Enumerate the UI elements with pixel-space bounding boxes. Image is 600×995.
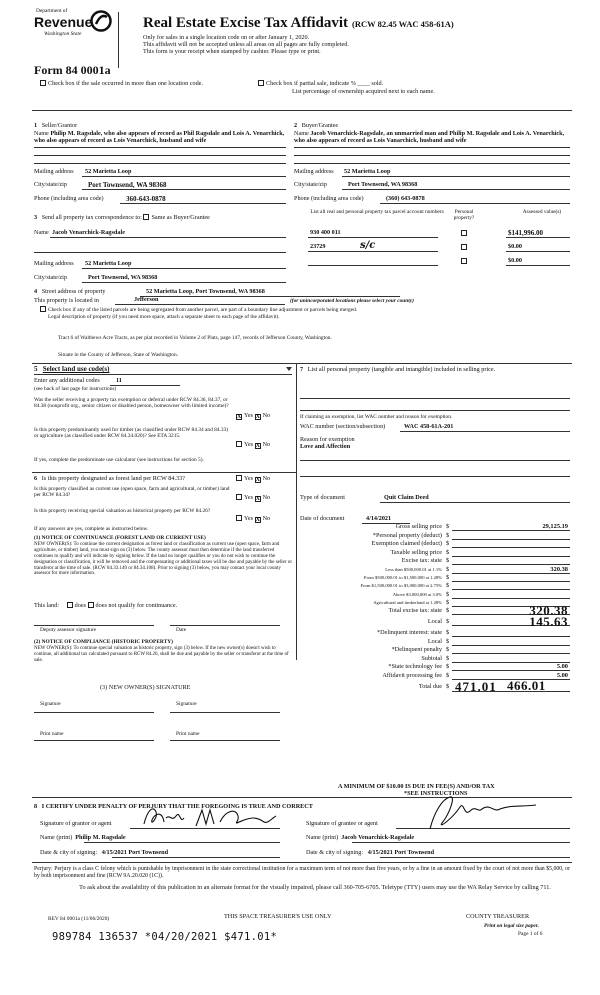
calc-tier-2-label: From $1,500,000.01 to $3,000,000 at 2.75%	[360, 583, 442, 589]
form-number: Form 84 0001a	[34, 63, 111, 77]
calc-tier-4-dollar-sign: $	[446, 598, 450, 606]
s6-if-any: If any answers are yes, complete as instructed below.	[34, 526, 149, 532]
logo-wa-state: Washington State	[44, 31, 82, 37]
s6-q1-answer[interactable]: Yes X No	[236, 475, 270, 483]
grantee-signature-label: Signature of grantee or agent	[306, 820, 378, 827]
grantor-printed-name[interactable]: Philip M. Ragsdale	[75, 834, 126, 841]
calc-tier-2-dollar-sign: $	[446, 582, 450, 590]
exemption-reason[interactable]: Love and Affection	[300, 443, 351, 450]
assessed-value-header: Assessed value(s)	[522, 209, 562, 215]
s5-q1-answer[interactable]: X Yes X No	[237, 412, 271, 420]
wac-number-label: WAC number (section/subsection)	[300, 423, 386, 430]
tax-corr-city-label: City/state/zip	[34, 274, 67, 281]
form-title	[143, 14, 454, 32]
tax-corr-name[interactable]: Jacob Venarchick-Ragsdale	[52, 229, 125, 236]
parcel-3-value[interactable]: $0.00	[508, 257, 522, 264]
doc-date-label: Date of document	[300, 515, 345, 522]
deputy-date-label: Date	[176, 627, 187, 633]
s5-question-3: If yes, complete the predominate use calculator (see instructions for section 5).	[34, 457, 204, 463]
legal-description-label: Legal description of property (if you need more space, attach a separate sheet to each page of the affidavit).	[48, 314, 280, 320]
revenue-logo	[34, 8, 114, 48]
county-treasurer-label: COUNTY TREASURER	[466, 913, 530, 920]
grantee-printed-name[interactable]: Jacob Venarchick-Ragsdale	[341, 834, 415, 841]
total-due-dollar-sign: $	[446, 682, 450, 690]
s6-question-3: Is this property receiving special valuation as historical property per RCW 84.26?	[34, 508, 211, 514]
logo-dept-of: Department of	[36, 8, 68, 14]
calc-fee-row-5-label: Affidavit processing fee	[382, 672, 442, 679]
parcel-1-value[interactable]: $141,996.00	[508, 229, 543, 237]
tax-corr-mailing-address[interactable]: 52 Marietta Loop	[85, 260, 132, 267]
situate-text: Situate in the County of Jefferson, State of Washington.	[58, 352, 179, 358]
legal-description[interactable]: Tract 6 of Walthews Acre Tracts, as per plat recorded in Volume 2 of Plats, page 147, records of Jefferson County, Washington.	[58, 335, 332, 341]
calc-fee-row-2-label: *Delinquent penalty	[391, 646, 442, 654]
calc-fee-row-4-value[interactable]: 5.00	[556, 663, 568, 671]
buyer-phone[interactable]: (360) 643-0878	[386, 195, 425, 202]
calc-tier-4-label: Agricultural and timberland at 1.28%	[373, 599, 442, 605]
additional-codes[interactable]: 11	[116, 377, 122, 384]
this-land-row: This land: does does not qualify for continuance.	[34, 602, 178, 609]
s5-q1-no-checkbox[interactable]: X	[255, 414, 260, 420]
legal-size-note: Print on legal size paper.	[484, 923, 539, 929]
s5-question-2: Is this property predominantly used for timber (as classified under RCW 84.34 and 84.33) or agriculture (as classified under RCW 84.34.020)? See ETA 3215.	[34, 427, 229, 440]
notice-continuance-text: NEW OWNER(S): To continue the current designation as forest land or classification as current use (open space, farm and agriculture, or timber) land, you must sign on (3) below. The county assessor must then determine if the land transferred continues to qualify and will indicate by signing below. If the land no longer qualifies or you do not wish to continue the designation or classification, it will be removed and the compensating or additional taxes will be due and payable by the seller or transferor at the time of sale. (RCW 84.33.140 or 84.34.108). Prior to signing (3) below, you may contact your local county assessor for more information.	[34, 542, 292, 577]
total-excise-state-dollar-sign: $	[446, 607, 450, 614]
unincorporated-note: (for unincorporated locations please select your county)	[290, 298, 414, 304]
located-in-label: This property is located in	[34, 297, 99, 304]
multi-location-checkbox[interactable]	[40, 80, 46, 86]
calc-tier-0-value[interactable]: 320.38	[550, 566, 568, 573]
tax-corr-mailing-label: Mailing address	[34, 260, 74, 267]
buyer-mailing-address[interactable]: 52 Marietta Loop	[344, 168, 391, 175]
segregated-checkbox[interactable]	[40, 306, 46, 312]
calc-fee-row-1-label: Local	[427, 637, 442, 645]
s6-q3-yes-checkbox[interactable]	[236, 515, 242, 521]
s5-q2-no-checkbox[interactable]: X	[255, 443, 260, 449]
s5-q2-yes-checkbox[interactable]	[236, 441, 242, 447]
multi-location-checkbox-row[interactable]: Check box if the sale occurred in more than one location code.	[40, 80, 203, 87]
parcel-1-account[interactable]: 930 400 011	[310, 229, 341, 236]
s6-q2-yes-checkbox[interactable]	[236, 494, 242, 500]
parcel-2-personal-checkbox[interactable]	[461, 244, 467, 250]
new-owner-print-name-label-2: Print name	[176, 731, 200, 737]
s5-question-1: Was the seller receiving a property tax exemption or deferral under RCW 84.36, 84.37, or 84.38 (nonprofit org., senior citizen or disabled person, homeowner with limited income)?	[34, 397, 229, 410]
s6-q2-no-checkbox[interactable]: X	[255, 496, 260, 502]
deputy-assessor-signature-label: Deputy assessor signature	[40, 627, 96, 633]
s6-q2-answer[interactable]: Yes X No	[236, 494, 270, 502]
partial-sale-checkbox[interactable]	[258, 80, 264, 86]
new-owner-signature-header: (3) NEW OWNER(S) SIGNATURE	[100, 684, 191, 691]
total-excise-local-dollar-sign: $	[446, 618, 450, 625]
exemption-reason-label: Reason for exemption	[300, 436, 355, 443]
calc-fee-row-4-label: *State technology fee	[388, 663, 442, 671]
calc-tier-0-dollar-sign: $	[446, 566, 450, 573]
revenue-swoosh-icon	[90, 10, 112, 32]
partial-sale-checkbox-row[interactable]: Check box if partial sale, indicate % ____ sold.	[258, 80, 383, 87]
seller-city-label: City/state/zip	[34, 181, 67, 188]
see-instructions-note: *SEE INSTRUCTIONS	[404, 790, 468, 797]
total-excise-local-value[interactable]: 145.63	[529, 614, 568, 629]
grantee-date-row: Date & city of signing: 4/15/2021 Port Townsend	[306, 849, 435, 856]
seller-mailing-label: Mailing address	[34, 168, 74, 175]
header-note-3: This form is your receipt when stamped by cashier. Please type or print.	[143, 48, 321, 55]
notice-compliance-header: (2) NOTICE OF COMPLIANCE (HISTORIC PROPERTY)	[34, 639, 173, 645]
buyer-city-label: City/state/zip	[294, 181, 327, 188]
alternate-format-note: To ask about the availability of this publication in an alternate format for the visually impaired, please call 360-705-6705. Teletype (TTY) users may use the WA Relay Service by calling 711.	[79, 884, 551, 891]
grantor-name-row: Name (print) Philip M. Ragsdale	[40, 834, 126, 841]
calc-tier-0-label: Less than $500,000.01 at 1.1%	[385, 567, 442, 572]
seller-phone[interactable]: 360-643-0878	[126, 195, 166, 203]
s5-q2-answer[interactable]: Yes X No	[236, 441, 270, 449]
calc-row-0-value[interactable]: 29,125.19	[542, 523, 568, 530]
calc-row-3-dollar-sign: $	[446, 548, 450, 556]
grantee-signature-icon[interactable]	[420, 793, 540, 833]
buyer-phone-label: Phone (including area code)	[294, 195, 364, 202]
calc-fee-row-5-dollar-sign: $	[446, 672, 450, 679]
segregated-checkbox-row[interactable]: Check box if any of the listed parcels are being segregated from another parcel, are part of a boundary line adjustment or parcels being merged.	[40, 306, 570, 313]
perjury-statement: Perjury: Perjury is a class C felony which is punishable by imprisonment in the state correctional institution for a maximum term of not more than five years, or by a fine in an amount fixed by the court of not more than $5,000, or by both imprisonment and fine (RCW 9A.20.020 (1C)).	[34, 866, 570, 879]
calc-fee-row-0-dollar-sign: $	[446, 629, 450, 636]
section-2-header: 2 Buyer/Grantee	[294, 122, 339, 129]
seller-city[interactable]: Port Townsend, WA 98368	[88, 181, 167, 189]
grantor-date-city[interactable]: 4/15/2021 Port Townsend	[101, 849, 169, 856]
total-due-overwrite-value: 466.01	[507, 677, 546, 693]
land-does-not-checkbox[interactable]	[88, 602, 94, 608]
calc-fee-row-1-dollar-sign: $	[446, 637, 450, 645]
s6-q1-yes-checkbox[interactable]	[236, 475, 242, 481]
property-street-address[interactable]: 52 Marietta Loop, Port Townsend, WA 98368	[146, 288, 265, 295]
doc-date[interactable]: 4/14/2021	[366, 515, 392, 522]
doc-type[interactable]: Quit Claim Deed	[384, 494, 429, 501]
seller-phone-label: Phone (including area code)	[34, 195, 104, 202]
section-4-street-row: 4 Street address of property	[34, 288, 106, 295]
treasurer-use-label: THIS SPACE TREASURER'S USE ONLY	[224, 913, 332, 920]
calc-tier-3-label: Above $3,000,000 at 3.0%	[392, 591, 442, 597]
revision-number: REV 84 0001a (11/06/2020)	[48, 916, 110, 922]
calc-tier-3-dollar-sign: $	[446, 590, 450, 598]
grantor-date-row: Date & city of signing: 4/15/2021 Port Townsend	[40, 849, 169, 856]
new-owner-signature-label-2: Signature	[176, 701, 197, 707]
section-1-header: 1 Seller/Grantor	[34, 122, 78, 129]
wac-number[interactable]: WAC 458-61A-201	[404, 423, 454, 430]
parcel-2-value[interactable]: $0.00	[508, 243, 522, 250]
calc-row-3-label: Taxable selling price	[390, 548, 442, 556]
calc-row-2-dollar-sign: $	[446, 540, 450, 548]
total-due-value[interactable]: 471.01	[455, 678, 497, 694]
see-back-note: (see back of last page for instructions)	[34, 386, 117, 392]
total-excise-state-value[interactable]: 320.38	[529, 603, 568, 618]
certify-statement: 8 I CERTIFY UNDER PENALTY OF PERJURY THAT THE FOREGOING IS TRUE AND CORRECT	[34, 803, 313, 810]
title-rcw: (RCW 82.45 WAC 458-61A)	[352, 19, 454, 29]
page-number: Page 1 of 6	[518, 931, 543, 937]
parcel-2-handwritten-note: s/c	[360, 240, 376, 251]
treasurer-receipt-stamp: 989784 136537 *04/20/2021 $471.01*	[52, 931, 278, 943]
calc-tier-1-label: From $500,000.01 to $1,500,000 at 1.28%	[363, 575, 442, 581]
calc-fee-row-3-label: Subtotal	[421, 654, 442, 662]
calc-fee-row-5-value[interactable]: 5.00	[556, 672, 568, 679]
grantor-signature-label: Signature of grantor or agent	[40, 820, 112, 827]
calc-row-0-label: Gross selling price	[395, 523, 442, 530]
notice-continuance-header: (1) NOTICE OF CONTINUANCE (FOREST LAND OR CURRENT USE)	[34, 535, 206, 541]
seller-name: Name Philip M. Ragsdale, who also appears of record as Phil Ragsdale and Lois A. Venarchick, who also appears of record as Lois Venarchick, husband and wife	[34, 130, 285, 145]
calc-tier-1-dollar-sign: $	[446, 574, 450, 582]
minimum-fee-note: A MINIMUM OF $10.00 IS DUE IN FEE(S) AND/OR TAX	[338, 783, 495, 790]
s5-q1-yes-checkbox[interactable]: X	[237, 414, 242, 420]
calc-fee-row-2-dollar-sign: $	[446, 646, 450, 654]
same-as-buyer-checkbox[interactable]	[143, 214, 149, 220]
additional-codes-label: Enter any additional codes	[34, 377, 100, 384]
logo-revenue: Revenue	[34, 14, 93, 30]
exemption-claim-note: If claiming an exemption, list WAC number and reason for exemption.	[300, 414, 453, 420]
grantee-date-city[interactable]: 4/15/2021 Port Townsend	[367, 849, 435, 856]
s6-q3-answer[interactable]: Yes X No	[236, 515, 270, 523]
tax-corr-name-label: Name	[34, 229, 49, 236]
land-does-checkbox[interactable]	[67, 602, 73, 608]
doc-type-label: Type of document	[300, 494, 345, 501]
header-note-1: Only for sales in a single location code on or after January 1, 2020.	[143, 34, 310, 41]
personal-property-header: Personal property?	[453, 209, 475, 222]
section-7-text: 7 List all personal property (tangible and intangible) included in selling price.	[300, 366, 496, 373]
parcel-list-header: List all real and personal property tax parcel account numbers	[310, 209, 444, 215]
tax-corr-city[interactable]: Port Townsend, WA 98368	[88, 274, 158, 281]
total-excise-state-label: Total excise tax: state	[388, 607, 442, 614]
total-due-label: Total due	[418, 682, 442, 690]
new-owner-print-name-label-1: Print name	[40, 731, 64, 737]
total-excise-local-label: Local	[427, 618, 442, 625]
buyer-city[interactable]: Port Townsend, WA 98368	[348, 181, 418, 188]
notice-compliance-text: NEW OWNER(S): To continue special valuation as historic property, sign (3) below. If the new owner(s) doesn't wish to continue, all additional tax calculated pursuant to RCW 84.26, shall be due and payable by the seller or transferor at the time of sale.	[34, 646, 289, 663]
property-county[interactable]: Jefferson	[134, 296, 159, 303]
grantee-name-row: Name (print) Jacob Venarchick-Ragsdale	[306, 834, 415, 841]
grantor-signature-icon[interactable]	[140, 804, 280, 830]
parcel-2-account[interactable]: 23729	[310, 243, 326, 250]
calc-fee-row-0-label: *Delinquent interest: state	[377, 629, 442, 636]
calc-row-4-dollar-sign: $	[446, 557, 450, 565]
header-note-2: This affidavit will not be accepted unless all areas on all pages are fully completed.	[143, 41, 349, 48]
seller-mailing-address[interactable]: 52 Marietta Loop	[85, 168, 132, 175]
s6-q1-no-checkbox[interactable]: X	[255, 477, 260, 483]
calc-row-1-label: *Personal property (deduct)	[372, 531, 442, 539]
s6-question-2: Is this property classified as current use (open space, farm and agricultural, or timber) land per RCW 84.34?	[34, 486, 230, 499]
calc-row-0-dollar-sign: $	[446, 523, 450, 530]
section-5-header: 5 Select land use code(s)	[34, 365, 110, 373]
new-owner-signature-label-1: Signature	[40, 701, 61, 707]
land-use-dropdown-chevron-icon[interactable]	[286, 366, 292, 372]
title-text: Real Estate Excise Tax Affidavit	[143, 15, 348, 31]
buyer-mailing-label: Mailing address	[294, 168, 334, 175]
calc-fee-row-4-dollar-sign: $	[446, 663, 450, 671]
s6-q3-no-checkbox[interactable]: X	[255, 517, 260, 523]
section-3-row: 3 Send all property tax correspondence to: Same as Buyer/Grantee	[34, 214, 210, 221]
parcel-1-personal-checkbox[interactable]	[461, 230, 467, 236]
list-percentage-note: List percentage of ownership acquired next to each name.	[292, 88, 435, 95]
s6-question-1: 6 Is this property designated as forest land per RCW 84.33?	[34, 475, 185, 482]
parcel-3-personal-checkbox[interactable]	[461, 258, 467, 264]
calc-row-4-label: Excise tax: state	[401, 557, 442, 565]
calc-row-1-dollar-sign: $	[446, 531, 450, 539]
buyer-name: Name Jacob Venarchick-Ragsdale, an unmarried man and Philip M. Ragsdale and Lois A. Venarchick, who also appears of record as Lois Vanarchick, husband and wife	[294, 130, 565, 145]
calc-row-2-label: Exemption claimed (deduct)	[371, 540, 442, 548]
calc-fee-row-3-dollar-sign: $	[446, 654, 450, 662]
